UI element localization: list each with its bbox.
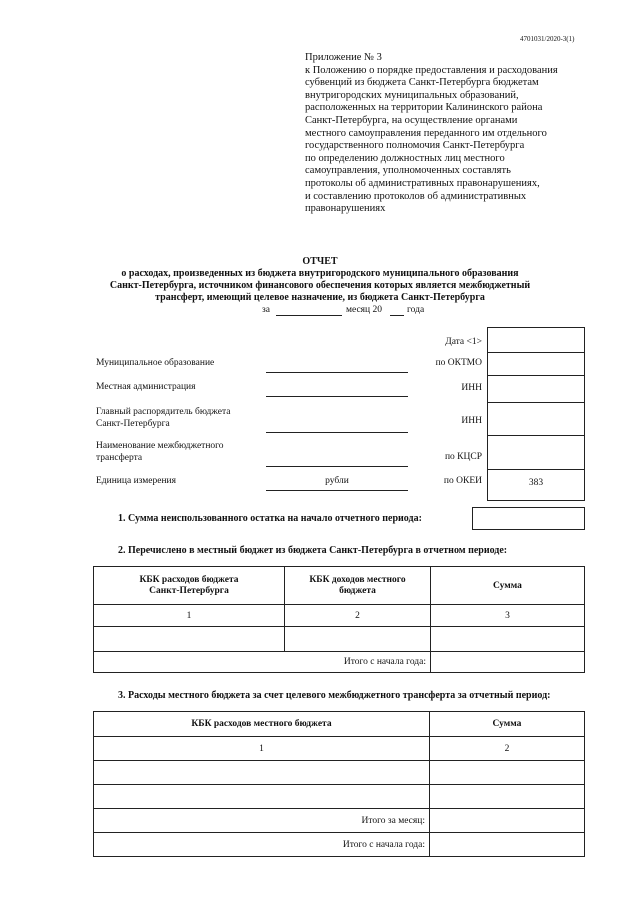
s2-cell[interactable] (285, 627, 431, 652)
oktmo-label: по ОКТМО (435, 358, 482, 368)
document-number: 4701031/2020-3(1) (520, 35, 575, 43)
s3-number-row (94, 737, 585, 761)
appendix-line: протоколы об административных правонарушениях, (305, 177, 540, 189)
report-subtitle-line: Санкт-Петербурга, источником финансового обеспечения которых является межбюджетный (109, 280, 531, 291)
appendix-line: субвенций из бюджета Санкт-Петербурга бюджетам (305, 77, 539, 89)
s2-col-number: 2 (285, 605, 431, 627)
s2-header-local-income: КБК доходов местного бюджета (285, 567, 431, 605)
s3-header-sum: Сумма (430, 712, 585, 737)
s2-total-label: Итого с начала года: (94, 652, 431, 673)
appendix-line: и составлению протоколов об административных (305, 190, 527, 202)
local-administration-field[interactable] (266, 396, 408, 397)
okei-code-value: 383 (528, 478, 544, 488)
report-title: ОТЧЕТ (302, 256, 338, 267)
s3-total-year-label: Итого с начала года: (94, 833, 430, 857)
appendix-title: Приложение № 3 (305, 52, 382, 63)
s3-total-month-value[interactable] (430, 809, 585, 833)
date-label: Дата <1> (445, 337, 482, 347)
period-za: за (262, 305, 270, 315)
s2-header-budget-spb: КБК расходов бюджета Санкт-Петербурга (94, 567, 285, 605)
unit-value: рубли (325, 476, 349, 486)
section1-amount-field[interactable] (472, 507, 585, 530)
s2-total-row (94, 652, 585, 673)
transfer-name-label-line2: трансферта (96, 453, 143, 463)
s2-header-sum: Сумма (431, 567, 585, 605)
appendix-line: внутригородских муниципальных образований, (305, 89, 519, 101)
transfer-name-field[interactable] (266, 466, 408, 467)
codes-column (487, 327, 585, 501)
s3-cell[interactable] (94, 785, 430, 809)
transfer-name-label-line1: Наименование межбюджетного (96, 441, 224, 451)
section3-title: 3. Расходы местного бюджета за счет целевого межбюджетного трансферта за отчетный период: (118, 690, 551, 701)
s2-cell[interactable] (94, 627, 285, 652)
table-row (94, 761, 585, 785)
report-title-block (60, 256, 580, 304)
chief-manager-field[interactable] (266, 432, 408, 433)
appendix-line: правонарушениях (305, 203, 386, 215)
appendix-block (305, 52, 605, 216)
okei-label: по ОКЕИ (443, 476, 482, 486)
s2-col-number: 3 (431, 605, 585, 627)
s2-col-number: 1 (94, 605, 285, 627)
period-year-field[interactable] (390, 315, 404, 316)
appendix-line: Санкт-Петербурга, на осуществление органами (305, 114, 518, 126)
s3-total-month-row (94, 809, 585, 833)
inn-label-2: ИНН (461, 416, 482, 426)
unit-field-line (266, 490, 408, 491)
s3-total-year-value[interactable] (430, 833, 585, 857)
report-subtitle-line: о расходах, произведенных из бюджета внутригородского муниципального образования (121, 268, 519, 279)
s3-header-local-expense: КБК расходов местного бюджета (94, 712, 430, 737)
period-month-label: месяц 20 (346, 305, 383, 315)
section3-table (93, 711, 585, 857)
unit-label: Единица измерения (96, 476, 176, 486)
transfer-name-label (96, 440, 224, 464)
s3-cell[interactable] (430, 761, 585, 785)
appendix-line: государственного полномочия Санкт-Петербурга (305, 140, 525, 152)
inn-label-1: ИНН (461, 383, 482, 393)
s2-number-row (94, 605, 585, 627)
appendix-line: к Положению о порядке предоставления и расходования (305, 64, 558, 76)
chief-manager-label (96, 406, 230, 430)
appendix-line: расположенных на территории Калининского района (305, 102, 543, 114)
section2-title: 2. Перечислено в местный бюджет из бюджета Санкт-Петербурга в отчетном периоде: (118, 545, 508, 556)
municipality-field[interactable] (266, 372, 408, 373)
kcsr-label: по КЦСР (444, 452, 482, 462)
section1-title: 1. Сумма неиспользованного остатка на начало отчетного периода: (118, 513, 422, 524)
s3-cell[interactable] (430, 785, 585, 809)
report-subtitle-line: трансферт, имеющий целевое назначение, из бюджета Санкт-Петербурга (155, 292, 485, 303)
appendix-line: местного самоуправления переданного им отдельного (305, 127, 547, 139)
s2-cell[interactable] (431, 627, 585, 652)
table-row (94, 785, 585, 809)
s3-total-year-row (94, 833, 585, 857)
chief-manager-label-line2: Санкт-Петербурга (96, 419, 170, 429)
s3-col-number: 2 (430, 737, 585, 761)
local-administration-label: Местная администрация (96, 382, 196, 392)
chief-manager-label-line1: Главный распорядитель бюджета (96, 407, 231, 417)
period-year-label: года (407, 305, 425, 315)
appendix-line: самоуправления, уполномоченных составлять (305, 165, 511, 177)
table-row (94, 627, 585, 652)
appendix-line: по определению должностных лиц местного (305, 152, 505, 164)
period-month-field[interactable] (276, 315, 342, 316)
s3-col-number: 1 (94, 737, 430, 761)
s2-total-value[interactable] (431, 652, 585, 673)
s3-cell[interactable] (94, 761, 430, 785)
section2-table (93, 566, 585, 673)
municipality-label: Муниципальное образование (96, 358, 215, 368)
s3-total-month-label: Итого за месяц: (94, 809, 430, 833)
